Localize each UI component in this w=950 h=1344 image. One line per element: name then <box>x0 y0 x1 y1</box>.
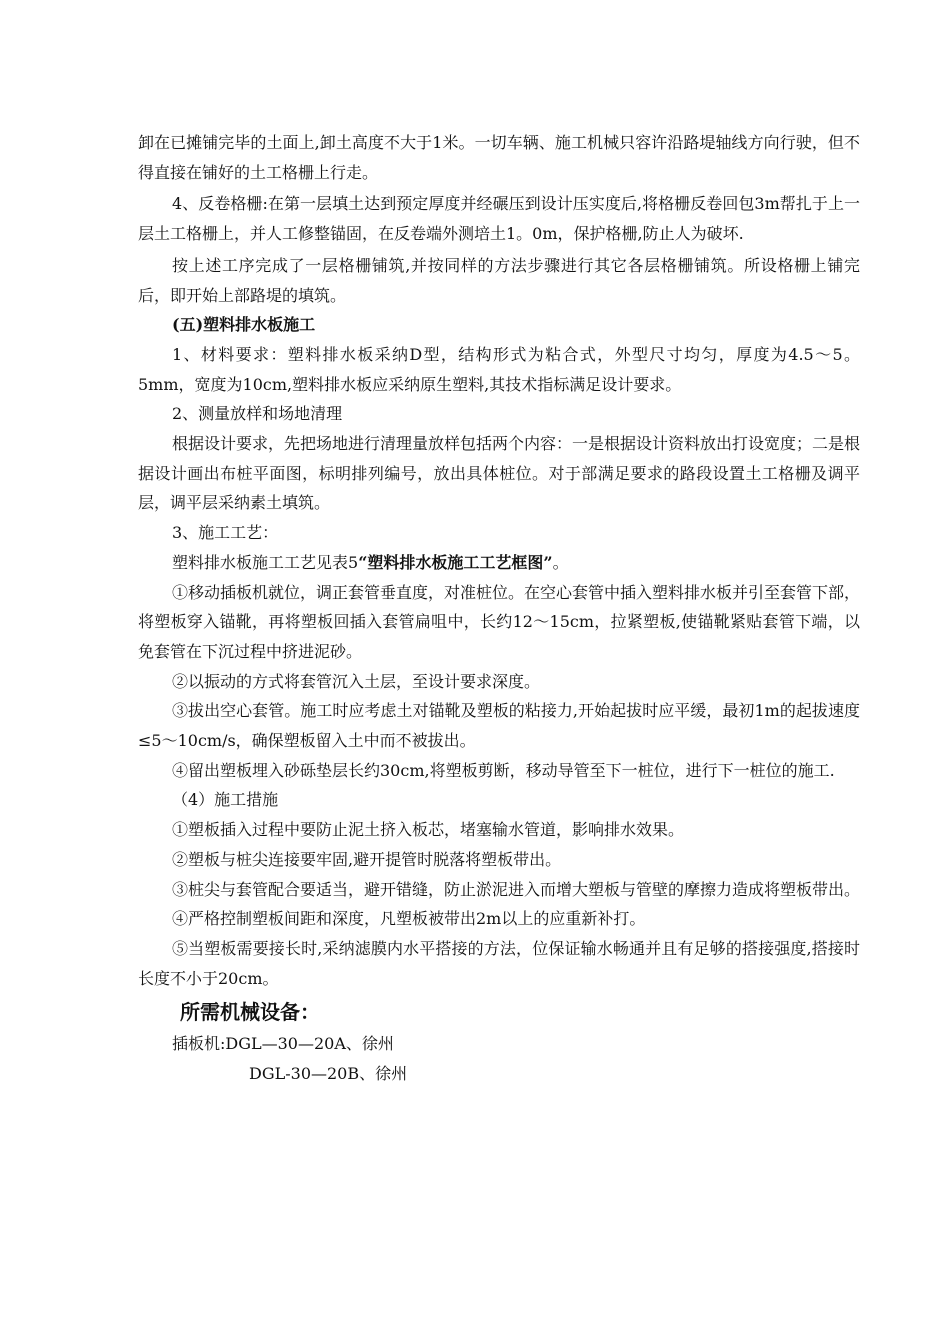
paragraph-step-3: ③拔出空心套管。施工时应考虑土对锚靴及塑板的粘接力,开始起拔时应平缓，最初1m的起拔速度≤5～10cm/s，确保塑板留入土中而不被拔出。 <box>138 701 860 751</box>
paragraph-step-4: ④留出塑板埋入砂砾垫层长约30cm,将塑板剪断，移动导管至下一桩位，进行下一桩位的施工. <box>172 760 835 780</box>
paragraph-process-title: 3、施工工艺： <box>172 523 279 543</box>
paragraph-measure-2: ②塑板与桩尖连接要牢固,避开提管时脱落将塑板带出。 <box>172 849 562 869</box>
equipment-line-2: DGL-30—20B、徐州 <box>249 1064 408 1084</box>
process-reference-prefix: 塑料排水板施工工艺见表5 <box>172 552 359 572</box>
paragraph-2: 4、反卷格栅:在第一层填土达到预定厚度并经碾压到设计压实度后,将格栅反卷回包3m帮扎于上一层土工格栅上，并人工修整锚固，在反卷端外测培土1。0m，保护格栅,防止人为破坏. <box>138 194 860 244</box>
process-reference-bold: “塑料排水板施工工艺框图” <box>358 552 553 572</box>
equipment-heading: 所需机械设备： <box>180 1000 320 1025</box>
document-body <box>138 128 860 1089</box>
process-reference-suffix: 。 <box>552 552 569 572</box>
paragraph-material-requirements: 1、材料要求：塑料排水板采纳D型，结构形式为粘合式，外型尺寸均匀，厚度为4.5～5。5mm，宽度为10cm,塑料排水板应采纳原生塑料,其技术指标满足设计要求。 <box>138 344 860 394</box>
paragraph-measure-1: ①塑板插入过程中要防止泥土挤入板芯，堵塞输水管道，影响排水效果。 <box>172 820 685 840</box>
section-heading-5: (五)塑料排水板施工 <box>172 315 316 335</box>
paragraph-step-2: ②以振动的方式将套管沉入土层，至设计要求深度。 <box>172 671 541 691</box>
paragraph-measure-3: ③桩尖与套管配合要适当，避开错缝，防止淤泥进入而增大塑板与管壁的摩擦力造成将塑板带出。 <box>172 879 861 899</box>
paragraph-1: 卸在已摊铺完毕的土面上,卸土高度不大于1米。一切车辆、施工机械只容许沿路堤轴线方向行驶，但不得直接在铺好的土工格栅上行走。 <box>138 133 860 182</box>
paragraph-design-requirements: 根据设计要求，先把场地进行清理量放样包括两个内容：一是根据设计资料放出打设宽度；二是根据设计画出布桩平面图，标明排列编号，放出具体桩位。对于部满足要求的路段设置土工格栅及调平层，调平层采纳素土填筑。 <box>138 434 861 513</box>
paragraph-process-reference <box>138 548 860 578</box>
paragraph-measures-title: （4）施工措施 <box>172 790 279 810</box>
paragraph-measure-5: ⑤当塑板需要接长时,采纳滤膜内水平搭接的方法，位保证输水畅通并且有足够的搭接强度,搭接时长度不小于20cm。 <box>138 938 860 988</box>
paragraph-3: 按上述工序完成了一层格栅铺筑,并按同样的方法步骤进行其它各层格栅铺筑。所设格栅上铺完后，即开始上部路堤的填筑。 <box>138 255 860 305</box>
equipment-line-1: 插板机:DGL—30—20A、徐州 <box>172 1034 394 1054</box>
paragraph-measure-4: ④严格控制塑板间距和深度，凡塑板被带出2m以上的应重新补打。 <box>172 909 646 929</box>
paragraph-step-1: ①移动插板机就位，调正套管垂直度，对准桩位。在空心套管中插入塑料排水板并引至套管下部，将塑板穿入锚靴，再将塑板回插入套管扁咀中，长约12～15cm，拉紧塑板,使锚靴紧贴套管下端，以免套管在下沉过程中挤进泥砂。 <box>138 582 861 661</box>
paragraph-survey: 2、测量放样和场地清理 <box>172 404 343 424</box>
